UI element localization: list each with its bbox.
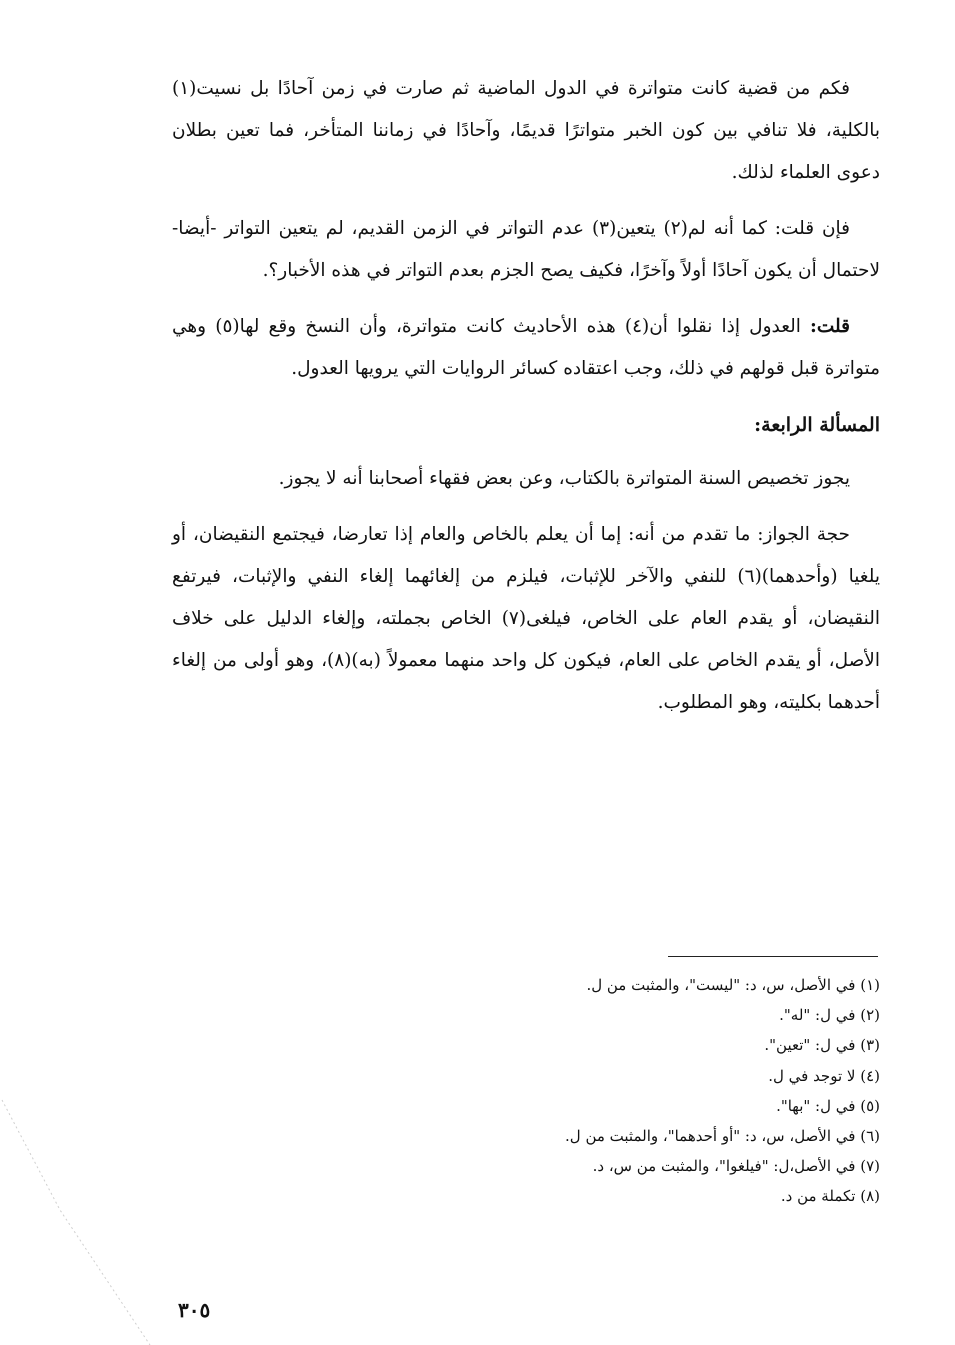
page-number: ٣٠٥ bbox=[178, 1298, 211, 1322]
footnote-3: (٣) في ل: "تعين". bbox=[764, 1036, 880, 1055]
footnote-8: (٨) تكملة من د. bbox=[780, 1187, 880, 1206]
footnote-5: (٥) في ل: "بها". bbox=[776, 1096, 880, 1115]
footnote-6: (٦) في الأصل، س، د: "أو أحدهما"، والمثبت من ل. bbox=[565, 1127, 880, 1146]
section-heading: المسألة الرابعة: bbox=[754, 414, 880, 436]
footnote-2: (٢) في ل: "له". bbox=[779, 1006, 880, 1025]
paragraph-5: حجة الجواز: ما تقدم من أنه: إما أن يعلم بالخاص والعام إذا تعارضا، فيجتمع النقيضان، أو يلغيا (وأحدهما)(٦) للنفي والآخر للإثبات، فيلزم من إلغائهما إلغاء النفي والإثبات، فيرتفع النقيضان، أو يقدم العام على الخاص، فيلغى(٧) الخاص بجملته، وإلغاء الدليل على خلاف الأصل، أو يقدم الخاص على العام، فيكون كل واحد منهما معمولاً (به)(٨)، وهو أولى من إلغاء أحدهما بكليته، وهو المطلوب. bbox=[172, 524, 881, 713]
footnote-1: (١) في الأصل، س، د: "ليست"، والمثبت من ل. bbox=[586, 976, 880, 994]
paragraph-3-label: قلت: bbox=[810, 316, 850, 337]
footnotes-list bbox=[380, 970, 880, 1212]
paragraph-3 bbox=[172, 306, 880, 390]
paragraph-4: يجوز تخصيص السنة المتواترة بالكتاب، وعن بعض فقهاء أصحابنا أنه لا يجوز. bbox=[278, 468, 850, 489]
footnote-divider bbox=[668, 956, 878, 957]
footnote-4: (٤) لا توجد في ل. bbox=[768, 1066, 880, 1085]
paragraph-1: فكم من قضية كانت متواترة في الدول الماضية ثم صارت في زمن آحادًا بل نسيت(١) بالكلية، فلا تنافي بين كون الخبر متواترًا قديمًا، وآحادًا في زماننا المتأخر، فما تعين بطلان دعوى العلماء لذلك. bbox=[172, 78, 880, 183]
paragraph-2: فإن قلت: كما أنه لم(٢) يتعين(٣) عدم التواتر في الزمن القديم، لم يتعين التواتر -أيضا- لاحتمال أن يكون آحادًا أولاً وآخرًا، فكيف يصح الجزم بعدم التواتر في هذه الأخبار؟. bbox=[172, 218, 880, 281]
main-text bbox=[172, 68, 880, 738]
paragraph-3-text: العدول إذا نقلوا أن(٤) هذه الأحاديث كانت متواترة، وأن النسخ وقع لها(٥) وهي متواترة قبل قولهم في ذلك، وجب اعتقاده كسائر الروايات التي يرويها العدول. bbox=[172, 316, 880, 379]
scan-edge-mark bbox=[0, 1060, 200, 1345]
footnote-7: (٧) في الأصل،ل: "فيلغوا"، والمثبت من س، د. bbox=[592, 1157, 880, 1176]
